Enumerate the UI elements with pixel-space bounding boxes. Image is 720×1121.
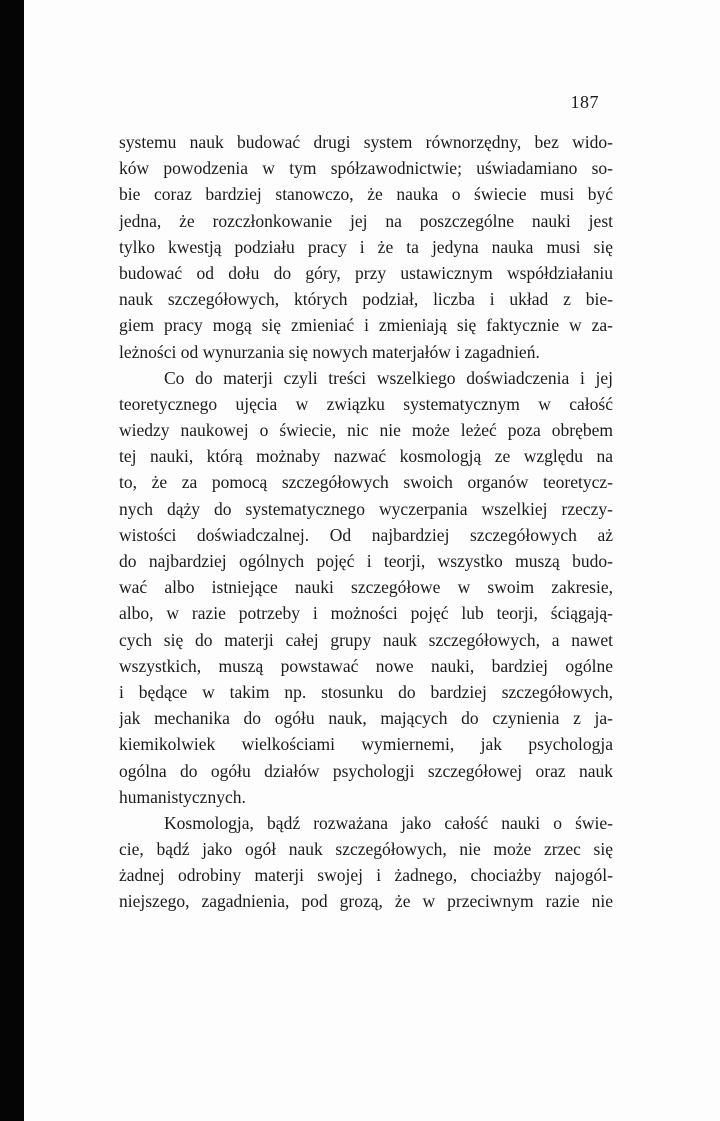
text-line: tylko kwestją podziału pracy i że ta jedyna nauka musi się: [119, 236, 613, 257]
text-line: i będące w takim np. stosunku do bardziej szczegółowych,: [119, 681, 613, 702]
page-number: 187: [570, 92, 599, 112]
text-line: leżności od wynurzania się nowych materjałów i zagadnień.: [119, 341, 540, 362]
text-line: teoretycznego ujęcia w związku systematycznym w całość: [119, 393, 613, 414]
text-line: jedna, że rozczłonkowanie jej na poszczególne nauki jest: [119, 210, 613, 231]
text-line: Co do materji czyli treści wszelkiego doświadczenia i jej: [164, 367, 613, 388]
body-text: [119, 129, 613, 915]
text-line: kiemikolwiek wielkościami wymiernemi, jak psychologja: [119, 734, 613, 755]
text-line: do najbardziej ogólnych pojęć i teorji, wszystko muszą budo-: [119, 551, 613, 571]
text-line: to, że za pomocą szczegółowych swoich organów teoretycz-: [119, 472, 613, 493]
text-line: nych dąży do systematycznego wyczerpania wszelkiej rzeczy-: [119, 498, 613, 519]
scan-edge: [0, 0, 24, 1121]
text-line: albo, w razie potrzeby i możności pojęć lub teorji, ściągają-: [119, 603, 613, 624]
text-line: wszystkich, muszą powstawać nowe nauki, bardziej ogólne: [119, 655, 613, 676]
text-line: nauk szczegółowych, których podział, liczba i układ z bie-: [119, 289, 613, 310]
text-line: cie, bądź jako ogół nauk szczegółowych, nie może zrzec się: [119, 839, 613, 860]
text-line: jak mechanika do ogółu nauk, mających do czynienia z ja-: [119, 708, 613, 729]
text-line: systemu nauk budować drugi system równorzędny, bez wido-: [119, 132, 613, 152]
text-line: wistości doświadczalnej. Od najbardziej szczegółowych aż: [119, 524, 613, 545]
text-line: ków powodzenia w tym spółzawodnictwie; uświadamiano so-: [119, 158, 613, 179]
text-line: humanistycznych.: [119, 786, 246, 807]
text-line: Kosmologja, bądź rozważana jako całość nauki o świe-: [164, 812, 613, 833]
text-line: tej nauki, którą możnaby nazwać kosmologją ze względu na: [119, 446, 613, 467]
text-line: wiedzy naukowej o świecie, nic nie może leżeć poza obrębem: [119, 420, 613, 441]
text-line: ogólna do ogółu działów psychologji szczegółowej oraz nauk: [119, 760, 613, 781]
text-line: budować od dołu do góry, przy ustawicznym współdziałaniu: [119, 262, 613, 283]
text-line: niejszego, zagadnienia, pod grozą, że w przeciwnym razie nie: [119, 891, 613, 912]
text-line: żadnej odrobiny materji swojej i żadnego, chociażby najogól-: [119, 865, 613, 886]
book-page: [24, 0, 720, 1121]
text-line: bie coraz bardziej stanowczo, że nauka o świecie musi być: [119, 184, 613, 205]
text-line: giem pracy mogą się zmieniać i zmieniają się faktycznie w za-: [119, 315, 613, 336]
text-line: wać albo istniejące nauki szczegółowe w swoim zakresie,: [119, 577, 613, 598]
text-line: cych się do materji całej grupy nauk szczegółowych, a nawet: [119, 629, 613, 650]
